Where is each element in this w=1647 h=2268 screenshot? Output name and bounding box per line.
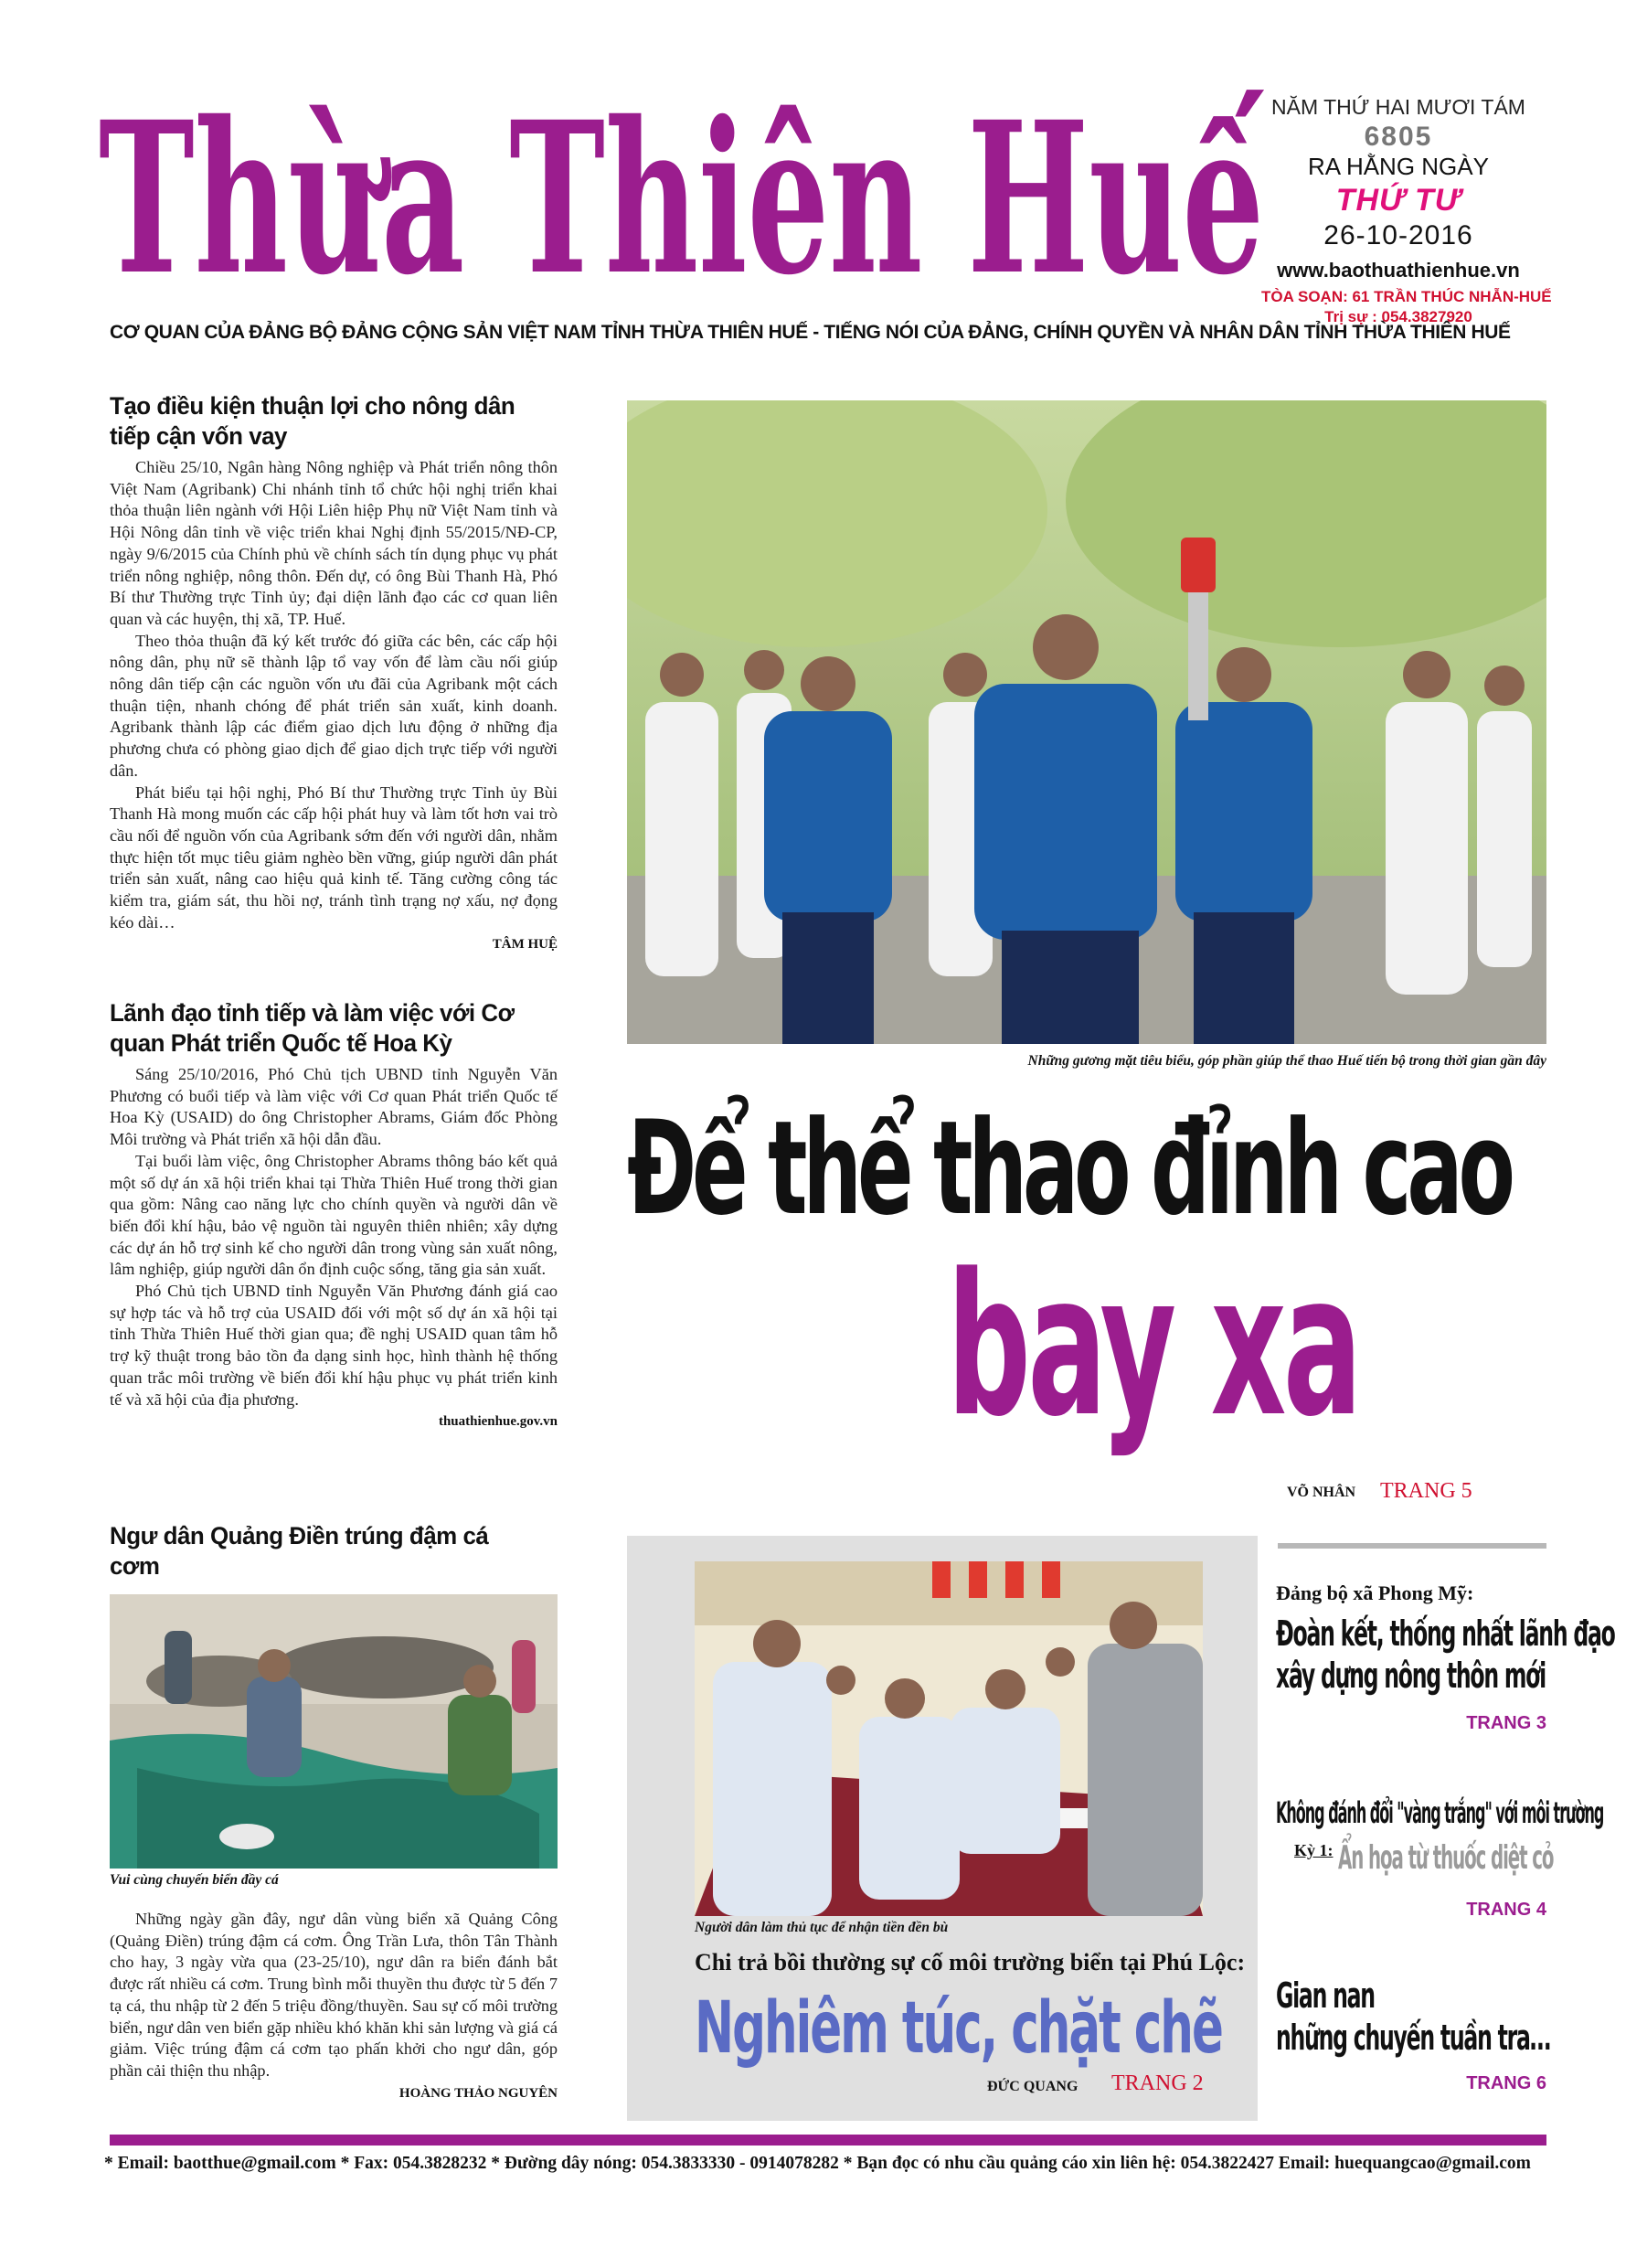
rail-item-herbicide[interactable] [1276,1792,1604,1921]
masthead-tagline: CƠ QUAN CỦA ĐẢNG BỘ ĐẢNG CỘNG SẢN VIỆT NAM TỈNH THỪA THIÊN HUẾ - TIẾNG NÓI CỦA ĐẢNG, CHÍNH QUYỀN VÀ NHÂN DÂN TỈNH THỪA THIÊN HUẾ [110,322,1511,343]
article-byline: TÂM HUỆ [492,937,558,953]
frequency: RA HẰNG NGÀY [1308,153,1489,180]
rail-page-link[interactable]: TRANG 4 [1466,1900,1546,1920]
box-kicker: Chi trả bồi thường sự cố môi trường biển tại Phú Lộc: [695,1949,1246,1975]
weekday: THỨ TƯ [1335,183,1461,218]
article-paragraph: Tại buổi làm việc, ông Christopher Abrams thông báo kết quả một số dự án xã hội triển khai tại Thừa Thiên Huế trong thời gian qua gồm: Nâng cao năng lực cho chính quyền và người dân về biến đổi khí hậu, bảo vệ nguồn tài nguyên thiên nhiên; xây dựng các dự án hỗ trợ sinh kế cho người dân trong vùng sản xuất nông, lâm nghiệp, giúp người dân ổn định cuộc sống, tăng gia sản xuất. [110,1151,558,1279]
article-headline[interactable]: Ngư dân Quảng Điền trúng đậm cá cơm [110,1522,489,1580]
article-usaid-meeting[interactable] [110,998,558,1430]
article-body [110,1064,558,1411]
rail-headline[interactable]: Không đánh đổi "vàng trắng" với môi trường [1276,1795,1604,1830]
rail-kicker: Đảng bộ xã Phong Mỹ: [1276,1581,1474,1604]
main-headline-line1[interactable]: Để thể thao đỉnh cao [627,1093,1511,1244]
photo-caption: Vui cùng chuyến biển đầy cá [110,1872,279,1888]
article-byline: thuathienhue.gov.vn [438,1414,558,1430]
article-farmer-loans[interactable] [110,391,558,953]
article-body [110,457,558,933]
rail-item-patrol[interactable] [1276,1975,1550,2094]
rail-part-label: Kỳ 1: [1294,1841,1334,1859]
box-page-link[interactable]: TRANG 2 [1111,2071,1204,2095]
article-body [110,1909,558,2082]
footer-bar [110,2135,1546,2146]
rail-page-link[interactable]: TRANG 6 [1466,2073,1546,2093]
box-author: ĐỨC QUANG [987,2079,1079,2094]
rail-subheadline[interactable]: Ẩn họa từ thuốc diệt cỏ [1338,1839,1554,1877]
main-photo-caption: Những gương mặt tiêu biểu, góp phần giúp thể thao Huế tiến bộ trong thời gian gần đây [1027,1053,1546,1069]
article-paragraph: Những ngày gần đây, ngư dân vùng biển xã Quảng Công (Quảng Điền) trúng đậm cá cơm. Ông Trần Lưa, thôn Tân Thành cho hay, 3 ngày vừa qua (23-25/10), ngư dân ra biển đánh bắt được rất nhiều cá cơm. Trung bình mỗi thuyền thu được từ 5 đến 7 tạ cá, thu nhập từ 2 đến 5 triệu đồng/thuyền. Sau sự cố môi trường biển, ngư dân ven biển gặp nhiều khó khăn khi sản lượng và giá cá giảm. Việc trúng đậm cá cơm tạo phấn khởi cho ngư dân, góp phần cải thiện thu nhập. [110,1910,558,2080]
rail-headline[interactable]: xây dựng nông thôn mới [1276,1656,1546,1696]
rail-divider [1278,1543,1546,1549]
article-paragraph: Theo thỏa thuận đã ký kết trước đó giữa các bên, các cấp hội nông dân, phụ nữ sẽ thành lập tổ vay vốn để làm cầu nối giúp nông dân tiếp cận các nguồn vốn ưu đãi của Agribank một cách thuận tiện, nhanh chóng để phát triển sản xuất, kinh doanh. Agribank thành lập các điểm giao dịch lưu động ở những địa phương chưa có phòng giao dịch để giao dịch trực tiếp với người dân. [110,631,558,780]
masthead-logo [99,75,1269,294]
website-link[interactable]: www.baothuathienhue.vn [1277,259,1520,282]
article-paragraph: Sáng 25/10/2016, Phó Chủ tịch UBND tỉnh Nguyễn Văn Phương có buổi tiếp và làm việc với Cơ quan Phát triển Quốc tế Hoa Kỳ (USAID) do ông Christopher Abrams, Giám đốc Phòng Môi trường và Phát triển xã hội dẫn đầu. [110,1065,558,1149]
compensation-box[interactable] [627,1536,1258,2121]
year-line: NĂM THỨ HAI MƯƠI TÁM [1271,95,1525,119]
rail-page-link[interactable]: TRANG 3 [1466,1713,1546,1733]
issue-number: 6805 [1364,122,1433,152]
rail-headline[interactable]: những chuyến tuần tra… [1276,2018,1550,2058]
main-page-link[interactable]: TRANG 5 [1380,1479,1472,1503]
main-headline-line2[interactable]: bay xa [947,1232,1359,1460]
article-paragraph: Chiều 25/10, Ngân hàng Nông nghiệp và Phát triển nông thôn Việt Nam (Agribank) Chi nhánh tỉnh tổ chức hội nghị triển khai thỏa thuận liên ngành với Hội Liên hiệp Phụ nữ Việt Nam tỉnh và Hội Nông dân tỉnh về việc triển khai Nghị định 55/2015/NĐ-CP, ngày 9/6/2015 của Chính phủ về chính sách tín dụng phục vụ phát triển nông nghiệp, nông thôn. Đến dự, có ông Bùi Thanh Hà, Phó Bí thư Thường trực Tỉnh ủy; đại diện lãnh đạo các cơ quan liên quan và các huyện, thị xã, TP. Huế. [110,458,558,628]
issue-info [1261,95,1552,326]
article-anchovy-catch[interactable] [110,1521,558,2102]
rail-item-phong-my[interactable] [1276,1581,1615,1734]
masthead-title: Thừa Thiên Huế [99,76,1265,294]
rail-headline[interactable]: Gian nan [1276,1975,1375,2016]
torch-relay-photo[interactable] [627,400,1546,1044]
office-address: TÒA SOẠN: 61 TRẦN THÚC NHẪN-HUẾ [1261,288,1552,305]
article-headline[interactable]: Lãnh đạo tỉnh tiếp và làm việc với Cơ quan Phát triển Quốc tế Hoa Kỳ [110,999,515,1057]
issue-date: 26-10-2016 [1323,220,1473,250]
article-paragraph: Phó Chủ tịch UBND tỉnh Nguyễn Văn Phương đánh giá cao sự hợp tác và hỗ trợ của USAID đối với một số dự án xã hội tại tỉnh Thừa Thiên Huế thời gian qua; đề nghị USAID quan tâm hỗ trợ kỹ thuật trong bảo tồn đa dạng sinh học, hình thành hệ thống quan trắc môi trường về biến đổi khí hậu phục vụ phát triển kinh tế và xã hội của địa phương. [110,1282,558,1409]
article-headline[interactable]: Tạo điều kiện thuận lợi cho nông dân tiếp cận vốn vay [110,392,515,450]
fishing-photo[interactable] [110,1594,558,1869]
article-paragraph: Phát biểu tại hội nghị, Phó Bí thư Thường trực Tỉnh ủy Bùi Thanh Hà mong muốn các cấp hội phát huy và làm tốt hơn vai trò cầu nối để nguồn vốn của Agribank sớm đến với người dân, nhằm thực hiện tốt mục tiêu giảm nghèo bền vững, giúp người dân phát triển sản xuất, nâng cao hiệu quả kinh tế. Tăng cường công tác kiểm tra, giám sát, thu hồi nợ, tránh tình trạng nợ xấu, nợ đọng kéo dài… [110,783,558,932]
main-author: VÕ NHÂN [1287,1485,1356,1500]
article-byline: HOÀNG THẢO NGUYÊN [398,2085,558,2101]
box-headline[interactable]: Nghiêm túc, chặt chẽ [695,1987,1222,2070]
box-photo-caption: Người dân làm thủ tục để nhận tiền đền bù [695,1920,949,1935]
compensation-photo[interactable] [695,1561,1203,1916]
office-phone: Trị sự : 054.3827920 [1324,308,1472,325]
footer-contacts: * Email: baotthue@gmail.com * Fax: 054.3828232 * Đường dây nóng: 054.3833330 - 0914078282 * Bạn đọc có nhu cầu quảng cáo xin liên hệ: 054.3822427 Email: huequangcao@gmail.com [104,2154,1531,2173]
rail-headline[interactable]: Đoàn kết, thống nhất lãnh đạo [1276,1613,1615,1654]
